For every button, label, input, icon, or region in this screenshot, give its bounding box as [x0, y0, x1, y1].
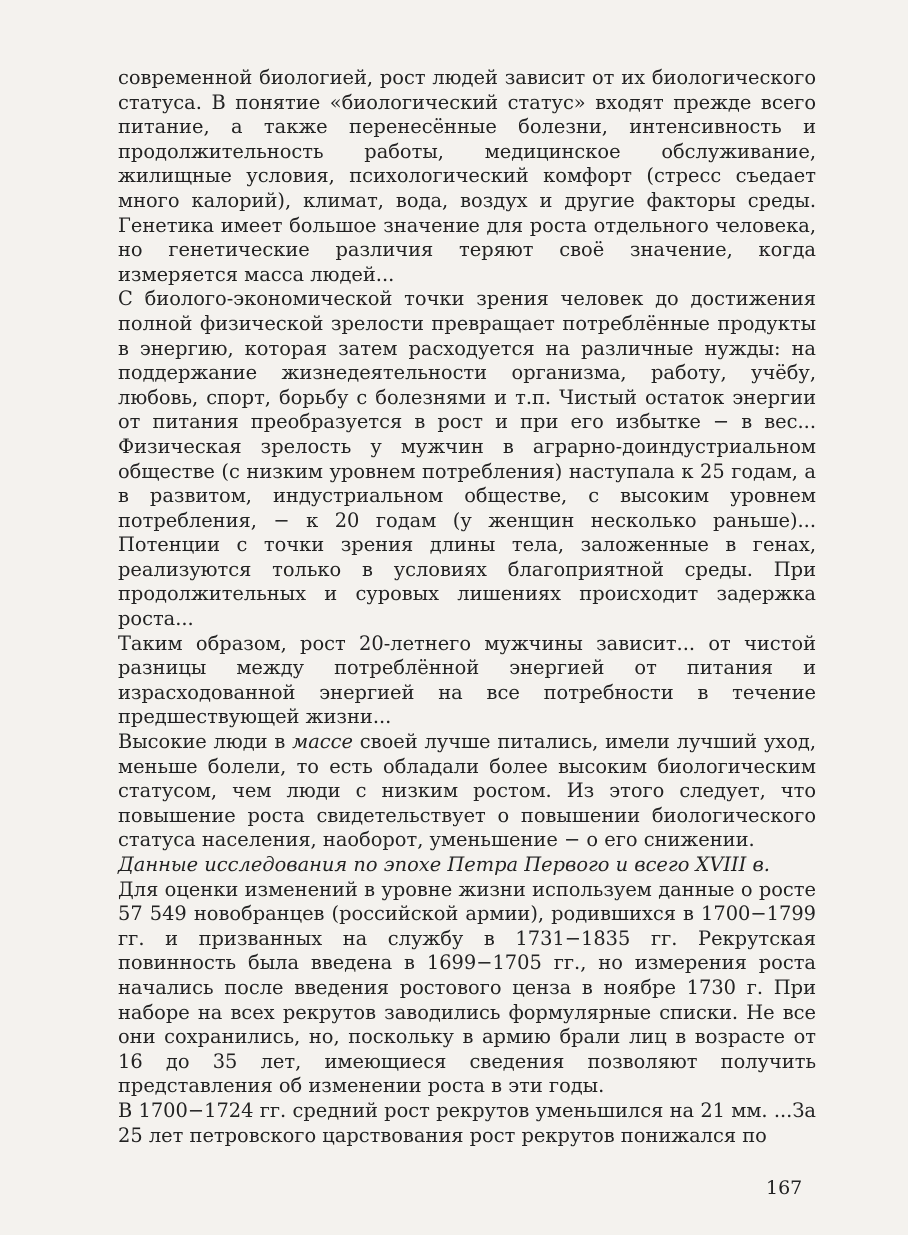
section-heading: Данные исследования по эпохе Петра Первого и всего XVIII в. — [118, 853, 770, 876]
paragraph-4-after: своей лучше питались, имели лучший уход, меньше болели, то есть обладали более высоким биологическим статусом, чем люди с низким ростом. Из этого следует, что повышение роста свидетельствует о повышении биологического статуса населения, наоборот, уменьшение − о его снижении. — [118, 730, 816, 852]
paragraph-5: Для оценки изменений в уровне жизни используем данные о росте 57 549 новобранцев (российской армии), родившихся в 1700−1799 гг. и призванных на службу в 1731−1835 гг. Рекрутская повинность была введена в 1699−1705 гг., но измерения роста начались после введения ростового ценза в ноябре 1730 г. При наборе на всех рекрутов заводились формулярные списки. Не все они сохранились, но, поскольку в армию брали лиц в возрасте от 16 до 35 лет, имеющиеся сведения позволяют получить представления об изменении роста в эти годы. — [118, 877, 816, 1098]
page-body — [118, 66, 816, 1148]
paragraph-4 — [118, 730, 816, 853]
paragraph-6: В 1700−1724 гг. средний рост рекрутов уменьшился на 21 мм. ...За 25 лет петровского царствования рост рекрутов понижался по — [118, 1098, 816, 1147]
paragraph-4-emphasis: массе — [292, 730, 353, 754]
page-number: 167 — [766, 1177, 803, 1199]
paragraph-1: современной биологией, рост людей зависит от их биологического статуса. В понятие «биологический статус» входят прежде всего питание, а также перенесённые болезни, интенсивность и продолжительность работы, медицинское обслуживание, жилищные условия, психологический комфорт (стресс съедает много калорий), климат, вода, воздух и другие факторы среды. Генетика имеет большое значение для роста отдельного человека, но генетические различия теряют своё значение, когда измеряется масса людей... — [118, 66, 816, 286]
paragraph-3: Таким образом, рост 20-летнего мужчины зависит... от чистой разницы между потреблённой энергией от питания и израсходованной энергией на все потребности в течение предшествующей жизни... — [118, 631, 816, 729]
paragraph-2: С биолого-экономической точки зрения человек до достижения полной физической зрелости превращает потреблённые продукты в энергию, которая затем расходуется на различные нужды: на поддержание жизнедеятельности организма, работу, учёбу, любовь, спорт, борьбу с болезнями и т.п. Чистый остаток энергии от питания преобразуется в рост и при его избытке − в вес... Физическая зрелость у мужчин в аграрно-доиндустриальном обществе (с низким уровнем потребления) наступала к 25 годам, а в развитом, индустриальном обществе, с высоким уровнем потребления, − к 20 годам (у женщин несколько раньше)... Потенции с точки зрения длины тела, заложенные в генах, реализуются только в условиях благоприятной среды. При продолжительных и суровых лишениях происходит задержка роста... — [118, 287, 816, 631]
paragraph-4-before: Высокие люди в — [118, 730, 293, 754]
